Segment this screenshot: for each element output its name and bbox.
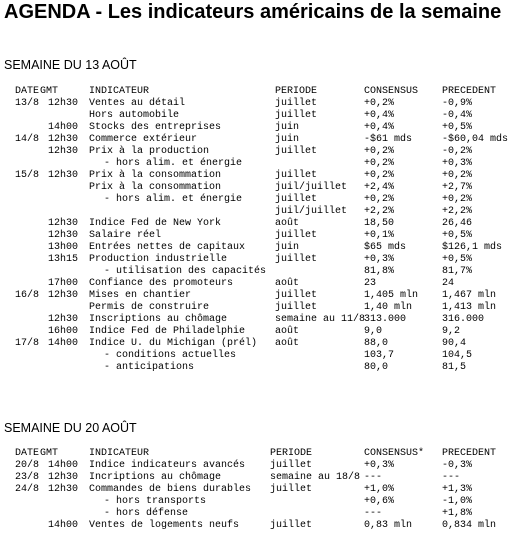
cell-indicator: Prix à la production [89,146,210,157]
table-row [0,326,510,338]
cell-period: juillet [275,110,318,121]
cell-consensus: +0,2% [364,158,395,169]
cell-time: 12h30 [48,134,79,145]
table-row [0,266,510,278]
cell-consensus: 18,50 [364,218,395,229]
cell-previous: 26,46 [442,218,473,229]
cell-period: juillet [275,98,318,109]
header-date: DATE [15,86,40,97]
cell-period: juillet [275,254,318,265]
table-row [0,122,510,134]
cell-consensus: 80,0 [364,362,389,373]
cell-indicator: Production industrielle [89,254,228,265]
cell-consensus: +0,6% [364,496,395,507]
cell-date: 14/8 [15,134,40,145]
cell-consensus: 23 [364,278,377,289]
cell-indicator: - hors alim. et énergie [104,194,243,205]
table-row [0,350,510,362]
cell-consensus: 103,7 [364,350,395,361]
cell-indicator: Entrées nettes de capitaux [89,242,246,253]
cell-previous: -0,2% [442,146,473,157]
cell-time: 12h30 [48,230,79,241]
cell-previous: 104,5 [442,350,473,361]
cell-consensus: 88,0 [364,338,389,349]
table-row [0,182,510,194]
cell-time: 14h00 [48,338,79,349]
cell-consensus: 9,0 [364,326,383,337]
cell-date: 20/8 [15,460,40,471]
cell-indicator: Indice Fed de New York [89,218,222,229]
table-row [0,110,510,122]
table-row [0,206,510,218]
cell-indicator: Stocks des entreprises [89,122,222,133]
cell-indicator: - hors transports [104,496,207,507]
cell-consensus: 0,83 mln [364,520,413,531]
cell-indicator: Prix à la consommation [89,170,222,181]
cell-time: 12h30 [48,170,79,181]
table-row [0,520,510,532]
table-row [0,460,510,472]
table-row [0,314,510,326]
header-indicator: INDICATEUR [89,86,150,97]
cell-indicator: Commerce extérieur [89,134,198,145]
header-period: PERIODE [270,448,313,459]
table-header [0,448,510,460]
cell-time: 12h30 [48,218,79,229]
cell-indicator: - conditions actuelles [104,350,237,361]
table-row [0,508,510,520]
header-previous: PRECEDENT [442,448,497,459]
cell-period: juil/juillet [275,206,348,217]
cell-time: 13h15 [48,254,79,265]
cell-previous: 81,5 [442,362,467,373]
cell-date: 24/8 [15,484,40,495]
cell-consensus: +0,2% [364,146,395,157]
cell-consensus: +0,2% [364,194,395,205]
cell-previous: +0,5% [442,254,473,265]
cell-indicator: - utilisation des capacités [104,266,267,277]
cell-period: juillet [275,194,318,205]
table-row [0,254,510,266]
cell-period: juil/juillet [275,182,348,193]
cell-previous: +0,2% [442,170,473,181]
cell-indicator: Indice U. du Michigan (prél) [89,338,258,349]
cell-date: 17/8 [15,338,40,349]
cell-time: 12h30 [48,290,79,301]
cell-time: 12h30 [48,484,79,495]
cell-period: juillet [275,290,318,301]
table-row [0,98,510,110]
table-row [0,146,510,158]
header-consensus: CONSENSUS* [364,448,425,459]
cell-indicator: Ventes de logements neufs [89,520,240,531]
cell-period: juillet [275,146,318,157]
cell-consensus: 313.000 [364,314,407,325]
header-time: GMT [40,86,59,97]
cell-previous: +0,5% [442,122,473,133]
table-row [0,242,510,254]
cell-indicator: Commandes de biens durables [89,484,252,495]
table-row [0,230,510,242]
cell-consensus: +0,4% [364,110,395,121]
cell-indicator: Prix à la consommation [89,182,222,193]
cell-previous: -1,0% [442,496,473,507]
cell-indicator: Ventes au détail [89,98,186,109]
cell-date: 15/8 [15,170,40,181]
cell-time: 12h30 [48,472,79,483]
table-row [0,338,510,350]
week2-table [0,448,510,532]
cell-consensus: +1,0% [364,484,395,495]
cell-period: juillet [270,460,313,471]
cell-indicator: Permis de construire [89,302,210,313]
cell-consensus: 1,405 mln [364,290,419,301]
table-row [0,218,510,230]
cell-time: 13h00 [48,242,79,253]
cell-previous: +0,5% [442,230,473,241]
table-row [0,496,510,508]
cell-previous: 24 [442,278,455,289]
table-header [0,86,510,98]
cell-previous: -0,4% [442,110,473,121]
cell-previous: -0,3% [442,460,473,471]
cell-indicator: Indice Fed de Philadelphie [89,326,246,337]
table-row [0,158,510,170]
cell-period: juin [275,242,300,253]
header-indicator: INDICATEUR [89,448,150,459]
cell-indicator: - hors défense [104,508,189,519]
cell-time: 16h00 [48,326,79,337]
cell-consensus: +0,3% [364,460,395,471]
cell-period: août [275,326,300,337]
cell-indicator: Hors automobile [89,110,180,121]
cell-previous: --- [442,472,461,483]
cell-time: 12h30 [48,98,79,109]
table-row [0,302,510,314]
cell-consensus: +0,2% [364,98,395,109]
cell-consensus: +2,2% [364,206,395,217]
cell-previous: +0,2% [442,194,473,205]
cell-period: août [275,278,300,289]
table-row [0,278,510,290]
table-row [0,134,510,146]
cell-consensus: 1,40 mln [364,302,413,313]
table-row [0,194,510,206]
cell-previous: 0,834 mln [442,520,497,531]
cell-period: semaine au 11/8 [275,314,366,325]
cell-indicator: Incriptions au chômage [89,472,222,483]
cell-previous: 316.000 [442,314,485,325]
cell-date: 13/8 [15,98,40,109]
cell-time: 12h30 [48,314,79,325]
cell-indicator: Mises en chantier [89,290,192,301]
cell-indicator: - hors alim. et énergie [104,158,243,169]
table-row [0,170,510,182]
table-row [0,362,510,374]
cell-previous: 1,467 mln [442,290,497,301]
cell-indicator: Salaire réel [89,230,162,241]
cell-period: juillet [275,230,318,241]
cell-time: 17h00 [48,278,79,289]
cell-period: juillet [275,302,318,313]
table-row [0,290,510,302]
cell-period: août [275,338,300,349]
cell-consensus: $65 mds [364,242,407,253]
week1-heading: SEMAINE DU 13 AOÛT [4,58,137,72]
cell-consensus: +0,3% [364,254,395,265]
header-period: PERIODE [275,86,318,97]
cell-previous: +1,8% [442,508,473,519]
cell-time: 14h00 [48,520,79,531]
cell-indicator: Confiance des promoteurs [89,278,234,289]
cell-period: juillet [270,520,313,531]
cell-previous: +0,3% [442,158,473,169]
cell-previous: -$60,04 mds [442,134,509,145]
cell-indicator: Indice indicateurs avancés [89,460,246,471]
cell-time: 14h00 [48,122,79,133]
cell-previous: 9,2 [442,326,461,337]
cell-previous: +2,7% [442,182,473,193]
cell-previous: -0,9% [442,98,473,109]
cell-time: 12h30 [48,146,79,157]
cell-indicator: - anticipations [104,362,195,373]
table-row [0,484,510,496]
cell-previous: 81,7% [442,266,473,277]
cell-previous: 1,413 mln [442,302,497,313]
cell-consensus: --- [364,472,383,483]
cell-period: juillet [270,484,313,495]
cell-indicator: Inscriptions au chômage [89,314,228,325]
week1-table [0,86,510,374]
cell-previous: $126,1 mds [442,242,503,253]
week2-heading: SEMAINE DU 20 AOÛT [4,421,137,435]
cell-date: 23/8 [15,472,40,483]
cell-period: août [275,218,300,229]
page-title: AGENDA - Les indicateurs américains de la semaine [4,1,502,23]
cell-consensus: 81,8% [364,266,395,277]
table-row [0,472,510,484]
header-consensus: CONSENSUS [364,86,419,97]
cell-period: juin [275,134,300,145]
header-previous: PRECEDENT [442,86,497,97]
cell-consensus: +0,1% [364,230,395,241]
cell-time: 14h00 [48,460,79,471]
cell-consensus: +0,2% [364,170,395,181]
cell-period: juillet [275,170,318,181]
cell-period: semaine au 18/8 [270,472,361,483]
cell-consensus: --- [364,508,383,519]
cell-previous: 90,4 [442,338,467,349]
cell-consensus: +0,4% [364,122,395,133]
header-date: DATE [15,448,40,459]
cell-consensus: -$61 mds [364,134,413,145]
cell-date: 16/8 [15,290,40,301]
header-time: GMT [40,448,59,459]
cell-consensus: +2,4% [364,182,395,193]
cell-previous: +2,2% [442,206,473,217]
cell-period: juin [275,122,300,133]
cell-previous: +1,3% [442,484,473,495]
